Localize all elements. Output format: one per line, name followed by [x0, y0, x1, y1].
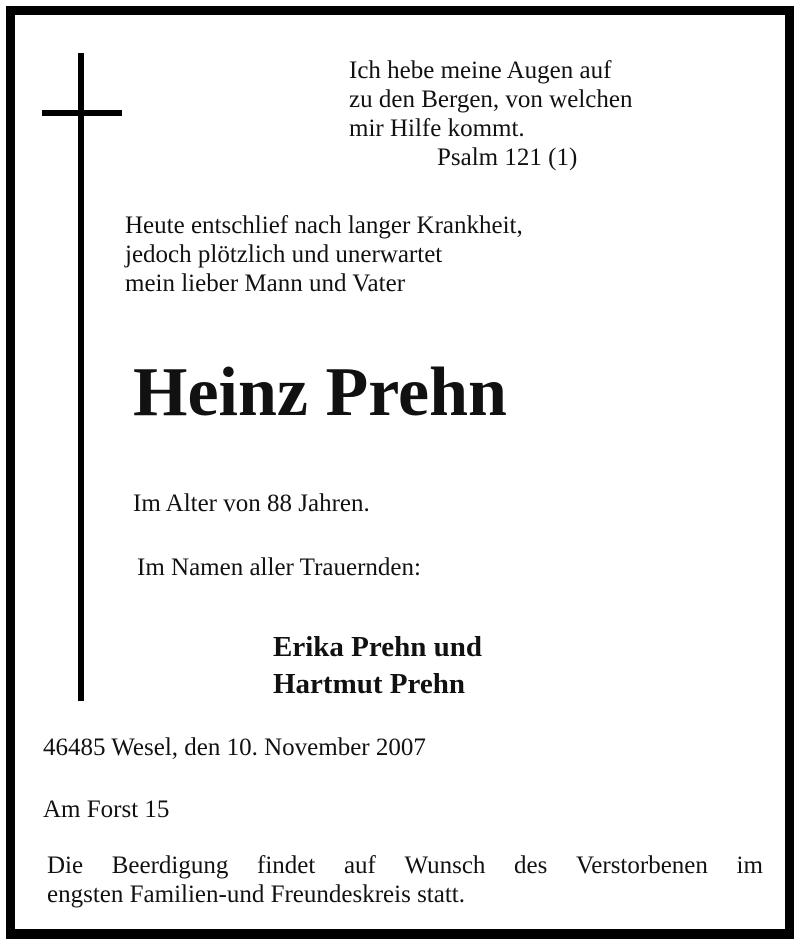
- deceased-name: Heinz Prehn: [133, 354, 507, 431]
- psalm-verse: [349, 56, 632, 143]
- psalm-verse-line: mir Hilfe kommt.: [349, 115, 525, 142]
- funeral-notice: [47, 851, 763, 909]
- family-member-line: Hartmut Prehn: [273, 668, 465, 700]
- obituary-notice: [6, 6, 794, 939]
- funeral-notice-word: Beerdigung: [111, 852, 229, 879]
- psalm-verse-line: Ich hebe meine Augen auf: [349, 57, 612, 84]
- funeral-notice-word: im: [736, 852, 763, 879]
- address: Am Forst 15: [43, 796, 170, 823]
- funeral-notice-word: Wunsch: [404, 852, 486, 879]
- death-announcement: [125, 211, 523, 298]
- psalm-verse-line: zu den Bergen, von welchen: [349, 86, 633, 113]
- funeral-notice-line: engsten Familien-und Freundeskreis statt.: [47, 881, 465, 908]
- psalm-source: Psalm 121 (1): [437, 144, 578, 171]
- cross-horizontal-bar: [42, 110, 122, 116]
- death-announcement-line: jedoch plötzlich und unerwartet: [125, 241, 443, 268]
- age-text: Im Alter von 88 Jahren.: [133, 490, 370, 517]
- funeral-notice-word: Verstorbenen: [576, 852, 708, 879]
- mourners-intro: Im Namen aller Trauernden:: [137, 554, 421, 581]
- funeral-notice-word: auf: [343, 852, 376, 879]
- family-member-line: Erika Prehn und: [273, 631, 482, 663]
- cross-vertical-bar: [78, 53, 84, 701]
- funeral-notice-line: [47, 851, 763, 880]
- death-announcement-line: mein lieber Mann und Vater: [125, 270, 406, 297]
- place-and-date: 46485 Wesel, den 10. November 2007: [43, 734, 426, 761]
- funeral-notice-word: findet: [257, 852, 316, 879]
- funeral-notice-word: des: [514, 852, 548, 879]
- family-signatures: [273, 629, 482, 703]
- funeral-notice-word: Die: [47, 852, 84, 879]
- death-announcement-line: Heute entschlief nach langer Krankheit,: [125, 212, 523, 239]
